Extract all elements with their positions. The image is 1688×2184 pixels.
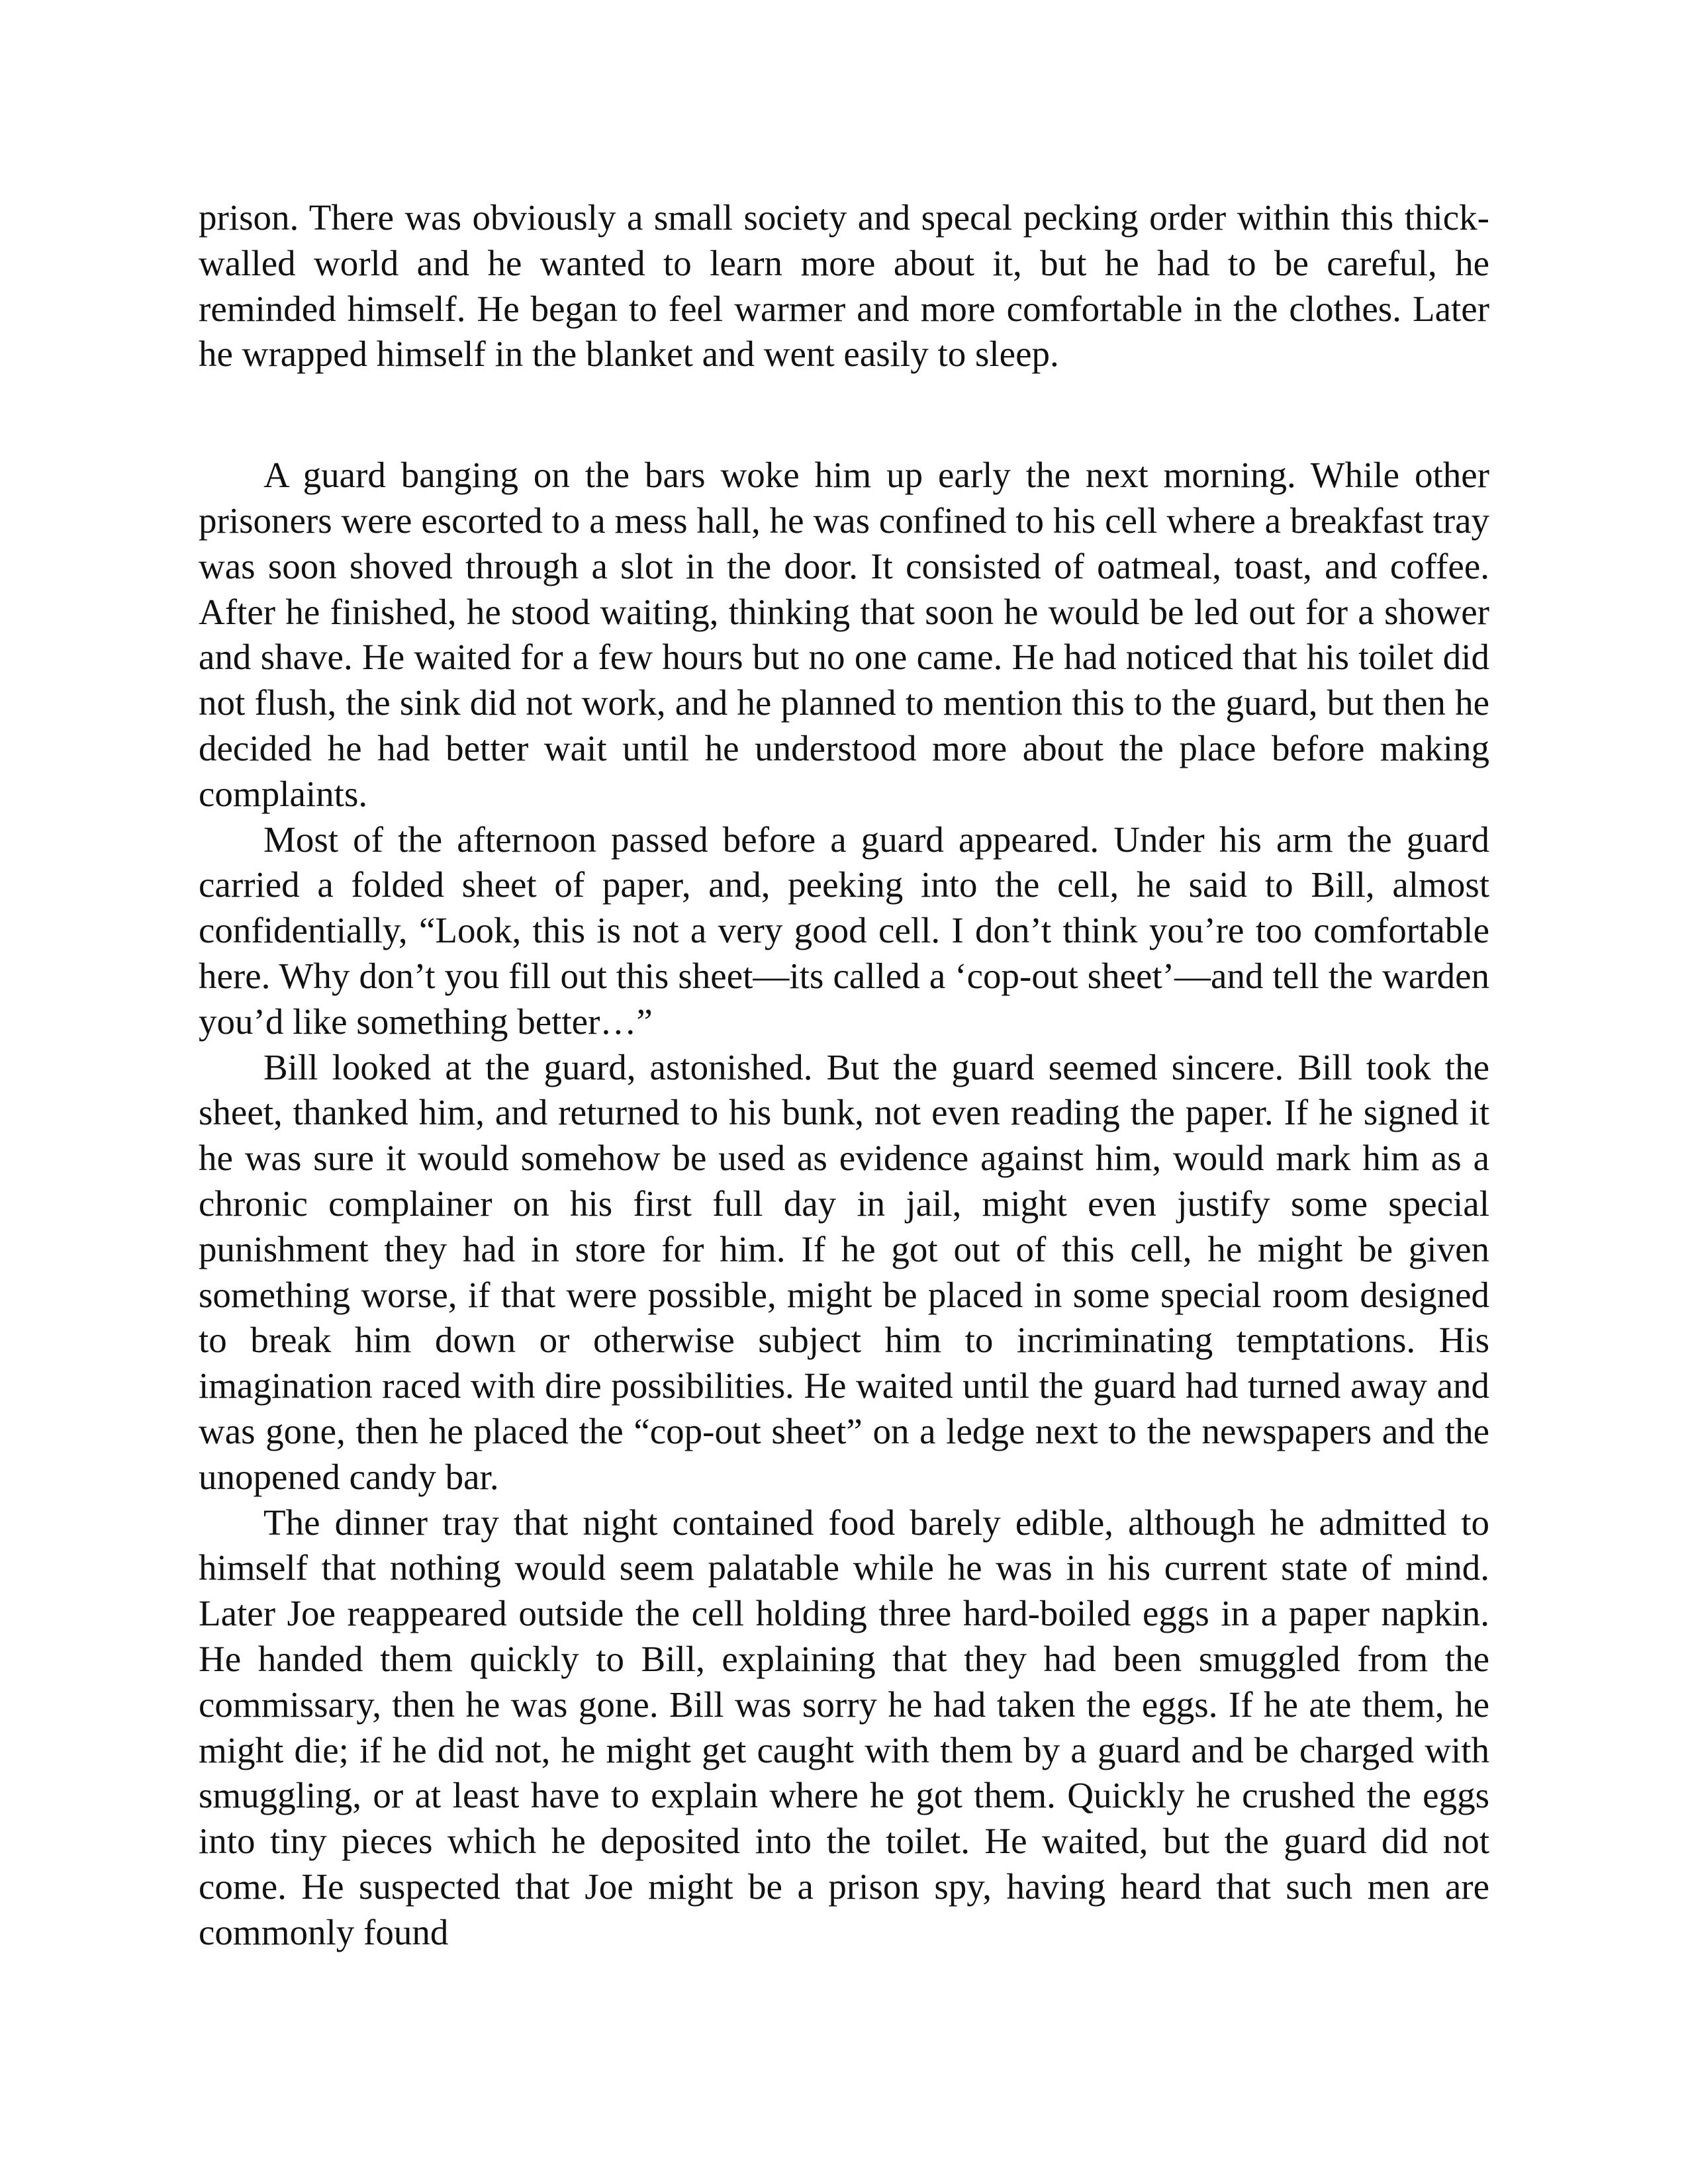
document-page — [199, 195, 1489, 1955]
paragraph-continued: prison. There was obviously a small society and specal pecking order within this thick-walled world and he wanted to learn more about it, but he had to be careful, he reminded himself. He began to feel warmer and more comfortable in the clothes. Later he wrapped himself in the blanket and went easily to sleep. — [199, 197, 1489, 375]
paragraph-dinner-tray: The dinner tray that night contained food barely edible, although he admitted to himself that nothing would seem palatable while he was in his current state of mind. Later Joe reappeared outside the cell holding three hard-boiled eggs in a paper napkin. He handed them quickly to Bill, explaining that they had been smuggled from the commissary, then he was gone. Bill was sorry he had taken the eggs. If he ate them, he might die; if he did not, he might get caught with them by a guard and be charged with smuggling, or at least have to explain where he got them. Quickly he crushed the eggs into tiny pieces which he deposited into the toilet. He waited, but the guard did not come. He suspected that Joe might be a prison spy, having heard that such men are commonly found — [199, 1502, 1489, 1952]
paragraph-cop-out-sheet: Bill looked at the guard, astonished. But the guard seemed sincere. Bill took the sheet, thanked him, and returned to his bunk, not even reading the paper. If he signed it he was sure it would somehow be used as evidence against him, would mark him as a chronic complainer on his first full day in jail, might even justify some special punishment they had in store for him. If he got out of this cell, he might be given something worse, if that were possible, might be placed in some special room designed to break him down or otherwise subject him to incriminating temptations. His imagination raced with dire possibilities. He waited until the guard had turned away and was gone, then he placed the “cop-out sheet” on a ledge next to the newspapers and the unopened candy bar. — [199, 1046, 1489, 1497]
section-break — [199, 377, 1489, 453]
paragraph-morning: A guard banging on the bars woke him up early the next morning. While other prisoners were escorted to a mess hall, he was confined to his cell where a breakfast tray was soon shoved through a slot in the door. It consisted of oatmeal, toast, and coffee. After he finished, he stood waiting, thinking that soon he would be led out for a shower and shave. He waited for a few hours but no one came. He had noticed that his toilet did not flush, the sink did not work, and he planned to mention this to the guard, but then he decided he had better wait until he understood more about the place before making complaints. — [199, 455, 1489, 814]
paragraph-afternoon-guard: Most of the afternoon passed before a guard appeared. Under his arm the guard carried a folded sheet of paper, and, peeking into the cell, he said to Bill, almost confidentially, “Look, this is not a very good cell. I don’t think you’re too comfortable here. Why don’t you fill out this sheet—its called a ‘cop-out sheet’—and tell the warden you’d like something better…” — [199, 819, 1489, 1042]
